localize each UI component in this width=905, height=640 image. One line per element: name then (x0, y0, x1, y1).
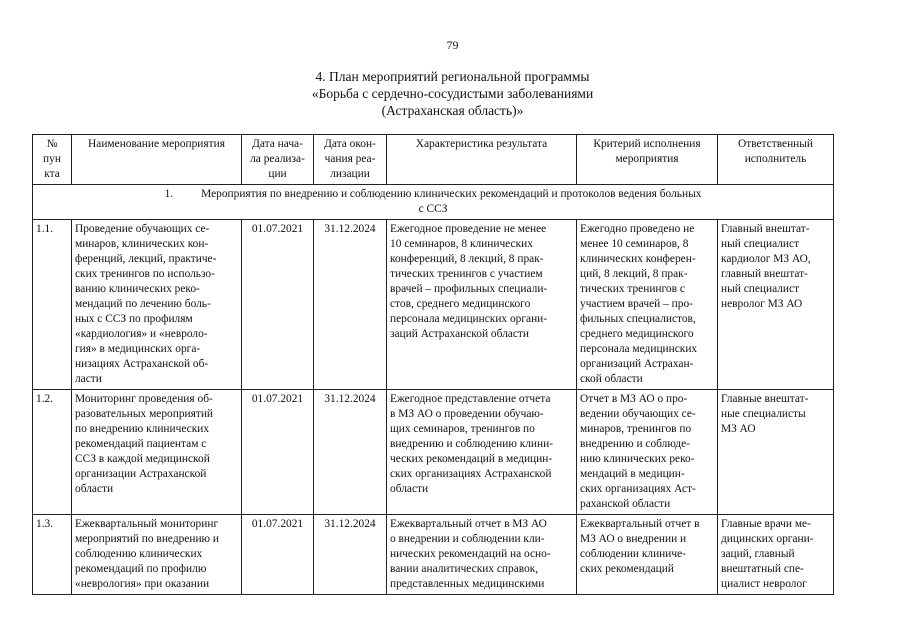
completion-criterion-line: персонала медицинских (580, 343, 698, 355)
activity-name-line: мендаций по лечению боль- (75, 298, 211, 310)
completion-criterion-line: менее 10 семинаров, 8 (580, 238, 689, 250)
activity-name-line: Ежеквартальный мониторинг (75, 518, 219, 530)
responsible-executor-line: дицинских органи- (721, 533, 814, 545)
result-description-line: ческих рекомендаций в медицин- (390, 453, 553, 465)
completion-criterion-line: раханской области (580, 498, 671, 510)
title-line: «Борьба с сердечно-сосудистыми заболеваниями (311, 86, 594, 101)
result-description-line: Ежегодное проведение не менее (390, 223, 547, 235)
responsible-executor-line: невролог МЗ АО (721, 298, 803, 310)
completion-criterion-line: Отчет в МЗ АО о про- (580, 393, 688, 405)
completion-criterion (577, 390, 718, 515)
table-row (33, 390, 834, 515)
completion-criterion-line: клинических конферен- (580, 253, 696, 265)
activity-name-line: низациях Астраханской об- (75, 358, 209, 370)
completion-criterion-line: МЗ АО о внедрении и (580, 533, 687, 545)
activity-name-line: ССЗ в каждой медицинской (75, 453, 210, 465)
result-description-line: заций Астраханской области (390, 328, 529, 340)
activity-name-line: по внедрению клинических (75, 423, 210, 435)
result-description-line: ских организациях Астраханской (390, 468, 552, 480)
action-plan-table (32, 134, 834, 595)
completion-criterion-line: ций, 8 лекций, 8 прак- (580, 268, 688, 280)
result-description-line: вании аналитических справок, (390, 563, 539, 575)
completion-criterion-line: Ежеквартальный отчет в (580, 518, 700, 530)
responsible-executor-line: главный внештат- (721, 268, 808, 280)
result-description-line: внедрению и соблюдению клини- (390, 438, 553, 450)
section-row (33, 185, 834, 220)
activity-name-line: Мониторинг проведения об- (75, 393, 213, 405)
item-number: 1.1. (33, 220, 72, 390)
completion-criterion-line: ской области (580, 373, 643, 385)
section-number: 1. (164, 188, 174, 200)
activity-name-line: ласти (75, 373, 102, 385)
responsible-executor (718, 220, 834, 390)
completion-criterion-line: среднего медицинского (580, 328, 694, 340)
responsible-executor-line: Главный внештат- (721, 223, 810, 235)
result-description-line: персонала медицинских органи- (390, 313, 548, 325)
table-row (33, 220, 834, 390)
completion-criterion-line: тических тренингов с (580, 283, 685, 295)
section-title-line-2: с ССЗ (418, 203, 448, 215)
result-description-line: о внедрении и соблюдении кли- (390, 533, 545, 545)
responsible-executor-line: МЗ АО (721, 423, 756, 435)
completion-criterion-line: Ежегодно проведено не (580, 223, 695, 235)
activity-name-line: организации Астраханской (75, 468, 207, 480)
header-criterion-line: Критерий исполнения (593, 138, 701, 150)
result-description-line: Ежегодное представление отчета (390, 393, 551, 405)
completion-criterion-line: соблюдении клиниче- (580, 548, 686, 560)
completion-criterion (577, 515, 718, 595)
activity-name-line: области (75, 483, 114, 495)
completion-criterion-line: минаров, тренингов по (580, 423, 692, 435)
start-date: 01.07.2021 (242, 390, 314, 515)
activity-name-line: ских тренингов по использо- (75, 268, 215, 280)
header-end-date-line: чания реа- (324, 153, 376, 165)
header-name-line: Наименование мероприятия (88, 138, 225, 150)
title-line: (Астраханская область)» (381, 103, 524, 118)
responsible-executor-line: ные специалисты (721, 408, 806, 420)
header-start-date (242, 135, 314, 185)
header-executor-line: исполнитель (744, 153, 807, 165)
activity-name-line: гия» в медицинских орга- (75, 343, 201, 355)
activity-name-line: мероприятий по внедрению и (75, 533, 220, 545)
header-result-line: Характеристика результата (415, 138, 548, 150)
completion-criterion-line: ведении обучающих се- (580, 408, 696, 420)
header-criterion-line: мероприятия (615, 153, 679, 165)
result-description-line: стов, среднего медицинского (390, 298, 531, 310)
completion-criterion-line: внедрению и соблюде- (580, 438, 690, 450)
section-title-line-1: Мероприятия по внедрению и соблюдению клинических рекомендаций и протоколов ведения больных (201, 188, 702, 200)
header-number (33, 135, 72, 185)
result-description-line: тических тренингов с участием (390, 268, 543, 280)
activity-name-line: рекомендаций пациентам с (75, 438, 207, 450)
result-description-line: конференций, 8 лекций, 8 прак- (390, 253, 544, 265)
header-end-date-line: Дата окон- (324, 138, 376, 150)
header-end-date (314, 135, 387, 185)
responsible-executor-line: внештатный спе- (721, 563, 804, 575)
activity-name-line: соблюдению клинических (75, 548, 203, 560)
header-start-date-line: ции (268, 168, 287, 180)
responsible-executor-line: ный специалист (721, 283, 800, 295)
result-description-line: Ежеквартальный отчет в МЗ АО (390, 518, 547, 530)
completion-criterion-line: мендаций в медицин- (580, 468, 685, 480)
header-number-line: кта (44, 168, 60, 180)
responsible-executor-line: Главные внештат- (721, 393, 809, 405)
header-end-date-line: лизации (330, 168, 370, 180)
table-header-row (33, 135, 834, 185)
activity-name-line: рекомендаций по профилю (75, 563, 207, 575)
header-criterion (577, 135, 718, 185)
activity-name-line: «кардиология» и «невроло- (75, 328, 208, 340)
title-line: 4. План мероприятий региональной программы (315, 69, 590, 84)
responsible-executor-line: ный специалист (721, 238, 800, 250)
activity-name-line: разовательных мероприятий (75, 408, 214, 420)
completion-criterion (577, 220, 718, 390)
activity-name-line: минаров, клинических кон- (75, 238, 209, 250)
header-number-line: № (46, 138, 58, 150)
result-description-line: щих семинаров, тренингов по (390, 423, 535, 435)
completion-criterion-line: организаций Астрахан- (580, 358, 694, 370)
result-description (387, 515, 577, 595)
end-date: 31.12.2024 (314, 220, 387, 390)
activity-name-line: «неврология» при оказании (75, 578, 210, 590)
header-start-date-line: ла реализа- (250, 153, 305, 165)
responsible-executor-line: Главные врачи ме- (721, 518, 811, 530)
result-description-line: представленных медицинскими (390, 578, 545, 590)
section-cell (33, 185, 834, 220)
completion-criterion-line: фильных специалистов, (580, 313, 696, 325)
completion-criterion-line: ских рекомендаций (580, 563, 674, 575)
end-date: 31.12.2024 (314, 515, 387, 595)
result-description-line: 10 семинаров, 8 клинических (390, 238, 533, 250)
result-description-line: в МЗ АО о проведении обучаю- (390, 408, 544, 420)
activity-name (72, 515, 242, 595)
completion-criterion-line: участием врачей – про- (580, 298, 693, 310)
responsible-executor (718, 390, 834, 515)
responsible-executor-line: кардиолог МЗ АО, (721, 253, 811, 265)
start-date: 01.07.2021 (242, 515, 314, 595)
result-description-line: нических рекомендаций на осно- (390, 548, 551, 560)
result-description-line: области (390, 483, 429, 495)
document-title (0, 68, 905, 119)
activity-name (72, 220, 242, 390)
item-number: 1.3. (33, 515, 72, 595)
table-row (33, 515, 834, 595)
result-description (387, 390, 577, 515)
responsible-executor (718, 515, 834, 595)
activity-name-line: ванию клинических реко- (75, 283, 200, 295)
end-date: 31.12.2024 (314, 390, 387, 515)
header-name (72, 135, 242, 185)
header-executor (718, 135, 834, 185)
responsible-executor-line: циалист невролог (721, 578, 807, 590)
header-result (387, 135, 577, 185)
header-start-date-line: Дата нача- (252, 138, 303, 150)
start-date: 01.07.2021 (242, 220, 314, 390)
activity-name-line: Проведение обучающих се- (75, 223, 210, 235)
completion-criterion-line: нию клинических реко- (580, 453, 695, 465)
page-number: 79 (446, 38, 459, 52)
header-executor-line: Ответственный (737, 138, 814, 150)
responsible-executor-line: заций, главный (721, 548, 795, 560)
result-description (387, 220, 577, 390)
activity-name-line: ных с ССЗ по профилям (75, 313, 193, 325)
header-number-line: пун (43, 153, 61, 165)
completion-criterion-line: ских организациях Аст- (580, 483, 696, 495)
activity-name (72, 390, 242, 515)
activity-name-line: ференций, лекций, практиче- (75, 253, 217, 265)
result-description-line: врачей – профильных специали- (390, 283, 548, 295)
item-number: 1.2. (33, 390, 72, 515)
